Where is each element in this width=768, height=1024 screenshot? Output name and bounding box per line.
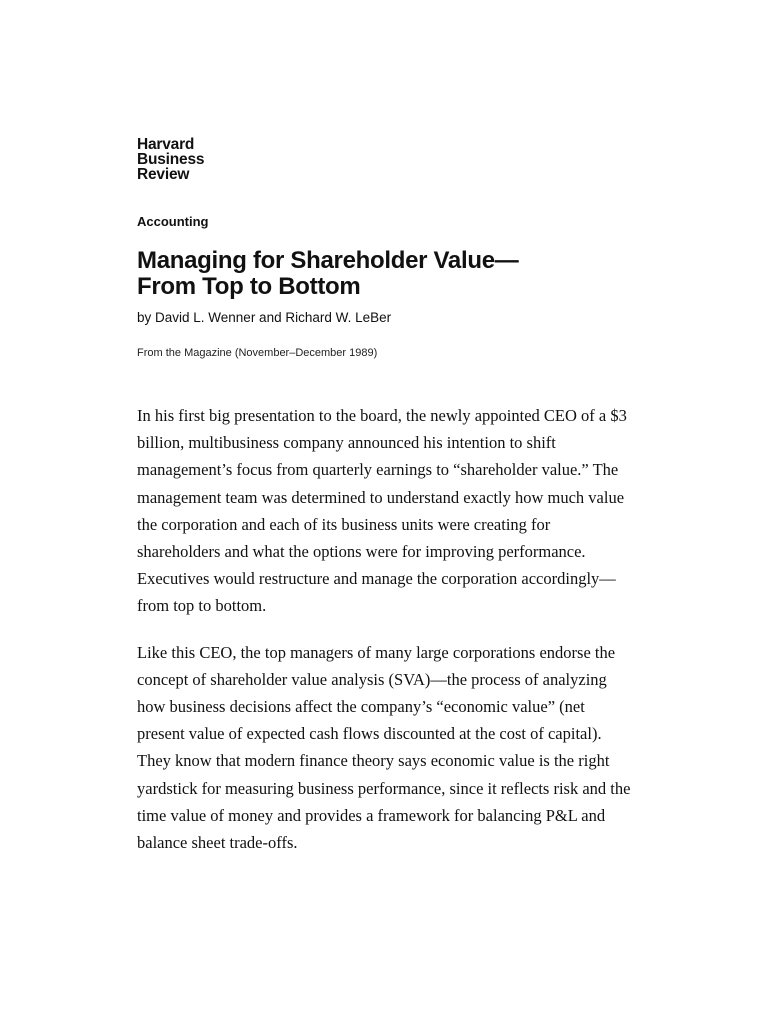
category-link[interactable]: Accounting [137,214,209,229]
hbr-logo[interactable] [137,137,204,182]
logo-line-business: Business [137,151,205,168]
article-byline: by David L. Wenner and Richard W. LeBer [137,310,392,325]
logo-line-harvard: Harvard [137,136,195,153]
logo-line-review: Review [137,166,190,183]
body-paragraph-1: In his first big presentation to the board, the newly appointed CEO of a $3 billion, multibusiness company announced his intention to shift management’s focus from quarterly earnings to “shareholder value.” The management team was determined to understand exactly how much value the corporation and each of its business units were creating for shareholders and what the options were for improving performance. Executives would restructure and manage the corporation accordingly—from top to bottom. [137,406,627,616]
article-body [137,402,632,875]
body-paragraph-2: Like this CEO, the top managers of many large corporations endorse the concept of shareholder value analysis (SVA)—the process of analyzing how business decisions affect the company’s “economic value” (net present value of expected cash flows discounted at the cost of capital). They know that modern finance theory says economic value is the right yardstick for measuring business performance, since it reflects risk and the time value of money and provides a framework for balancing P&L and balance sheet trade-offs. [137,642,631,853]
article-title: Managing for Shareholder Value—From Top to Bottom [137,247,519,300]
article-source: From the Magazine (November–December 1989) [137,347,378,359]
